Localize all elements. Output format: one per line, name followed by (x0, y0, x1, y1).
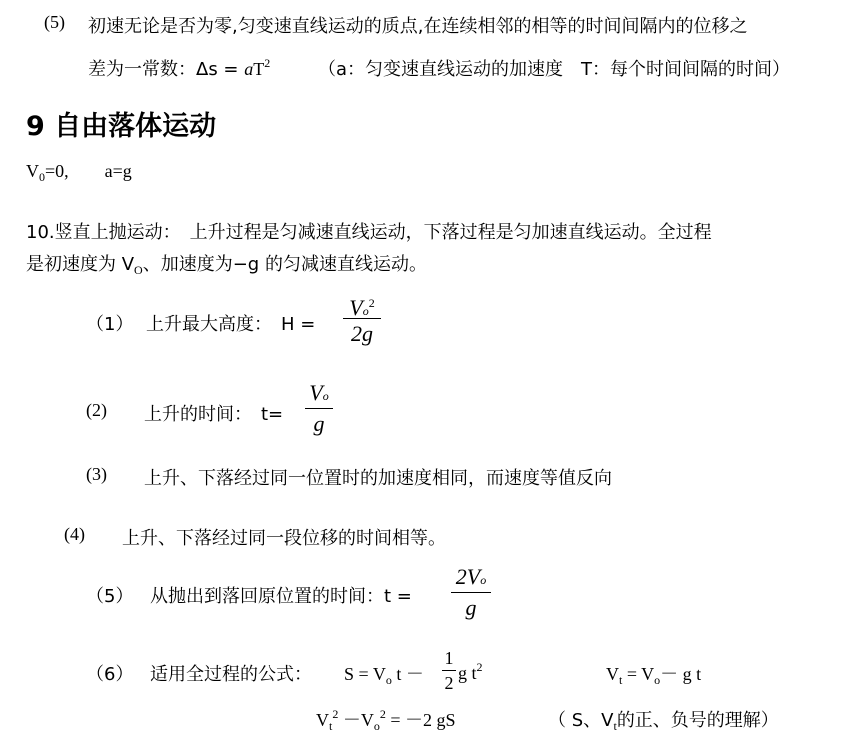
line2-text: 是初速度为 V (26, 254, 135, 275)
formula-velocity-squared: $V_t^2 -V_o^2 = -2$ gS (316, 707, 456, 733)
item-2-number: (2) (86, 400, 107, 420)
prev-item-5 (44, 12, 65, 33)
fraction-denominator: 2g (351, 321, 373, 346)
item-6-number: （6） (86, 664, 134, 685)
item-2-text: 上升的时间： t= (144, 404, 284, 425)
item-1-text: 上升最大高度： H = (146, 314, 316, 335)
formula-a: a (244, 59, 254, 79)
section-10-line2 (26, 250, 427, 278)
item-6-text: 适用全过程的公式： (150, 664, 312, 685)
item-3-text: 上升、下落经过同一位置时的加速度相同，而速度等值反向 (144, 468, 612, 489)
formula-velocity: $V_t = V_o- g$ t (606, 664, 702, 687)
item-5-text: 从抛出到落回原位置的时间：t = (150, 586, 412, 607)
line2-rest: 、加速度为−g 的匀减速直线运动。 (142, 254, 427, 275)
fraction-numerator: 1 (444, 648, 454, 668)
fraction-denominator: g (465, 595, 477, 620)
fraction-total-time (448, 562, 494, 623)
fraction-max-height (340, 288, 384, 349)
prev-item-5-line2 (88, 55, 270, 81)
item-number: (5) (44, 12, 65, 32)
item-4-text: 上升、下落经过同一段位移的时间相等。 (122, 528, 446, 549)
formula-displacement: $S = V_o$ t － (344, 664, 424, 687)
item-4-number: (4) (64, 524, 85, 544)
prev-item-5-line1: 初速无论是否为零,匀变速直线运动的质点,在连续相邻的相等的时间间隔内的位移之 (88, 16, 748, 37)
fraction-numerator: Vo (309, 380, 329, 405)
fraction-half (438, 646, 460, 695)
sign-note: （ S、$V_t$的正、负号的理解） (548, 710, 779, 733)
section-10-line1: 10.竖直上抛运动： 上升过程是匀减速直线运动，下落过程是匀加速直线运动。全过程 (26, 222, 712, 243)
fraction-denominator: 2 (444, 673, 454, 693)
fraction-denominator: g (313, 411, 325, 436)
cond-rest: =0, a=g (45, 161, 132, 181)
fraction-rise-time (302, 378, 336, 439)
v-sub: 0 (39, 170, 45, 184)
delta-s-label: 差为一常数：Δs = (88, 59, 245, 80)
formula-exp: 2 (264, 56, 271, 70)
item-1-number: （1） (86, 314, 134, 335)
fraction-numerator: Vo$^2$ (349, 295, 375, 320)
section-9-conditions (26, 157, 132, 185)
section-9-title: 9 自由落体运动 (26, 111, 217, 142)
item-3-number: (3) (86, 464, 107, 484)
fraction-numerator: 2Vo (455, 564, 487, 589)
formula-T: T (253, 59, 265, 79)
formula-displacement-tail: g $t^2$ (458, 660, 483, 683)
item-5-number: （5） (86, 586, 134, 607)
line2-sub: O (134, 263, 143, 277)
prev-item-5-note: （a：匀变速直线运动的加速度 T：每个时间间隔的时间） (318, 59, 791, 80)
v-label: V (26, 161, 39, 181)
